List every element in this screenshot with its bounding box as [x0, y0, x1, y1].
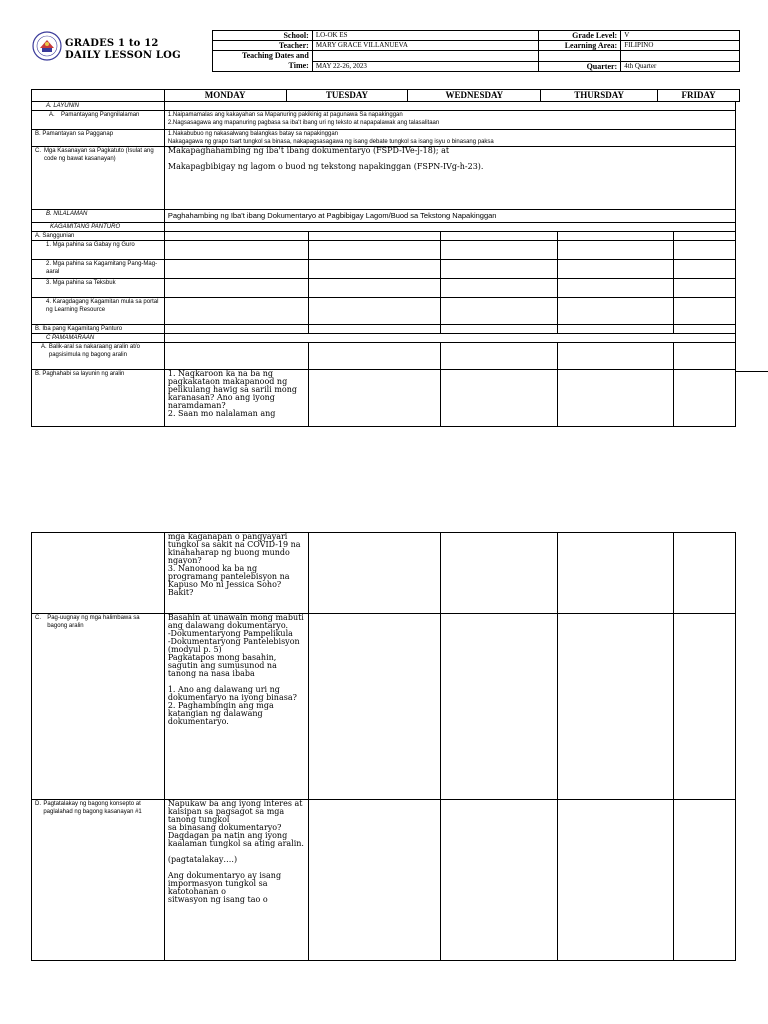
item-letter-a: A.: [49, 112, 55, 118]
kasanayan-item-1: Makapaghahambing ng iba't ibang dokumentaryo (FSPD-IVe-j-18); at: [167, 146, 450, 155]
paguugnay-text: Pag-uugnay ng mga halimbawa sa bagong aralin: [47, 615, 140, 629]
cell: [558, 279, 674, 298]
cell: [308, 343, 441, 370]
pamamaraan-heading: C PAMAMARAAN: [32, 334, 165, 343]
cell: [441, 298, 558, 325]
layunin-blank: [164, 102, 735, 111]
cell: [164, 241, 308, 260]
cell: [674, 614, 736, 800]
kagamitang-panturo-blank: [164, 223, 735, 232]
pg-line-1: 1.Nakabubuo ng nakasalwang balangkas batay sa napakinggan: [167, 131, 339, 137]
teaching-dates-label: [213, 51, 313, 72]
grade-level-value: V: [621, 31, 740, 41]
learning-area-label: Learning Area:: [539, 41, 621, 51]
cell: [441, 533, 558, 614]
teacher-value: MARY GRACE VILLANUEVA: [312, 41, 539, 51]
kagamitang-panturo-heading: KAGAMITANG PANTURO: [32, 223, 165, 232]
pamantayan-pagganap-label: B. Pamantayan sa Pagganap: [32, 130, 165, 147]
cell: [558, 298, 674, 325]
cell: [164, 343, 308, 370]
cell: [308, 325, 441, 334]
cell: [674, 800, 736, 961]
title-line-2: DAILY LESSON LOG: [65, 50, 181, 61]
cell: [308, 232, 441, 241]
item-letter-c2: C.: [35, 615, 41, 621]
cell: [308, 614, 441, 800]
quarter-text: 4th Quarter: [624, 62, 657, 70]
cell: [441, 800, 558, 961]
cell: [674, 370, 736, 427]
balik-aral-label: [32, 343, 165, 370]
iba-pang-kagamitan-label: B. Iba pang Kagamitang Panturo: [32, 325, 165, 334]
cell: [441, 260, 558, 279]
quarter-label: Quarter:: [539, 62, 621, 72]
cell: [674, 260, 736, 279]
pp-line-2: 2.Nagsasagawa ang mapanuring pagbasa sa iba't ibang uri ng teksto at napapalawak ang talasalitaan: [167, 120, 440, 126]
cell: [558, 370, 674, 427]
nilalaman-heading: B. NILALAMAN: [32, 210, 165, 223]
teaching-dates-label-2: Time:: [288, 61, 309, 70]
cell: [441, 325, 558, 334]
cont-label-blank: [32, 533, 165, 614]
cell: [441, 279, 558, 298]
blank-label-cell: [539, 51, 621, 62]
kasanayan-content: [164, 147, 735, 210]
cell: [441, 614, 558, 800]
dates-blank: [312, 51, 539, 62]
cell: [164, 260, 308, 279]
kasanayan-text: Mga Kasanayan sa Pagkatuto (Isulat ang code ng bawat kasanayan): [43, 148, 154, 162]
pamantayang-pangnilalaman-content: [164, 111, 735, 130]
divider-line: [736, 371, 768, 372]
cell: [558, 800, 674, 961]
cell: [558, 232, 674, 241]
kasanayan-item-2: Makapagbibigay ng lagom o buod ng tekstong napakinggan (FSPN-IVg-h-23).: [167, 162, 484, 171]
pagtatalakay-label: [32, 800, 165, 961]
item-letter-a2: A.: [41, 344, 47, 350]
cell: [558, 241, 674, 260]
balik-aral-text: Balik-aral sa nakaraang aralin at/o pagsisimula ng bagong aralin: [48, 344, 140, 358]
cell: [308, 279, 441, 298]
cell: [558, 343, 674, 370]
cell: [558, 260, 674, 279]
pg-line-2: Nakagagawa ng grapo tsart tungkol sa binasa, nakapagsasagawa ng isang debate tungkol sa isang isyu o binasang paksa: [167, 139, 494, 145]
layunin-heading: A. LAYUNIN: [32, 102, 165, 111]
pamantayan-pagganap-content: [164, 130, 735, 147]
teksbuk-label: 3. Mga pahina sa Teksbuk: [32, 279, 165, 298]
item-letter-d: D.: [35, 801, 41, 807]
pp-line-1: 1.Naipamamalas ang kakayahan sa Mapanuring pakikinig at pagunawa Sa napakinggan: [167, 112, 403, 118]
cell: [674, 325, 736, 334]
sanggunian-label: A. Sanggunian: [32, 232, 165, 241]
pagtatalakay-content: Napukaw ba ang iyong interes at kaisipan sa pagsagot sa mga tanong tungkol sa binasang dokumentaryo? Dagdagan pa natin ang iyong kaalaman tungkol sa ating aralin. (pagtatalakay….) Ang dokumentaryo ay isang impormasyon tungkol sa katotohanan o sitwasyon ng isang tao o: [164, 800, 308, 961]
blank-value-cell: [621, 51, 740, 62]
day-wednesday: WEDNESDAY: [408, 90, 541, 102]
cell: [558, 325, 674, 334]
pamantayang-pangnilalaman-text: Pamantayang Pangnilalaman: [61, 112, 140, 118]
teaching-dates-value: MAY 22-26, 2023: [312, 62, 539, 72]
quarter-value: [621, 62, 740, 72]
cell: [164, 279, 308, 298]
kagamitang-mag-aaral-label: 2. Mga pahina sa Kagamitang Pang-Mag-aaral: [32, 260, 165, 279]
learning-area-value: FILIPINO: [621, 41, 740, 51]
header-info-table: [212, 30, 740, 72]
lesson-log-table-page-2: [31, 532, 736, 961]
paghahabi-content: 1. Nagkaroon ka na ba ng pagkakataon makapanood ng pelikulang hawig sa sarili mong karanasan? Ano ang iyong naramdaman? 2. Saan mo nalalaman ang: [164, 370, 308, 427]
grade-level-label: Grade Level:: [539, 31, 621, 41]
school-value: LO-OK ES: [312, 31, 539, 41]
day-friday: FRIDAY: [658, 90, 740, 102]
blank-day-cell: [32, 90, 165, 102]
cell: [308, 241, 441, 260]
cell: [441, 343, 558, 370]
cell: [441, 241, 558, 260]
cell: [164, 298, 308, 325]
cell: [674, 232, 736, 241]
cell: [674, 343, 736, 370]
cell: [164, 325, 308, 334]
day-thursday: THURSDAY: [541, 90, 658, 102]
school-label: School:: [213, 31, 313, 41]
cell: [308, 370, 441, 427]
nilalaman-content: Paghahambing ng Iba't ibang Dokumentaryo at Pagbibigay Lagom/Buod sa Tekstong Napakinggan: [164, 210, 735, 223]
cell: [674, 298, 736, 325]
item-letter-c: C.: [35, 148, 41, 154]
paguugnay-label: [32, 614, 165, 800]
cell: [441, 370, 558, 427]
deped-seal-logo: [32, 31, 62, 61]
cell: [308, 298, 441, 325]
paguugnay-content: Basahin at unawain mong mabuti ang dalawang dokumentaryo. -Dokumentaryong Pampelikula -Dokumentaryong Pantelebisyon (modyul p. 5) Pagkatapos mong basahin, sagutin ang sumusunod na tanong na nasa ibaba 1. Ano ang dalawang uri ng dokumentaryo na iyong binasa? 2. Paghambingin ang mga katangian ng dalawang dokumentaryo.: [164, 614, 308, 800]
day-monday: MONDAY: [164, 90, 286, 102]
paghahabi-continued-content: mga kaganapan o pangyayari tungkol sa sakit na COVID-19 na kinahaharap ng buong mundo ngayon? 3. Nanonood ka ba ng programang pantelebisyon na Kapuso Mo ni Jessica Soho? Bakit?: [164, 533, 308, 614]
gabay-ng-guro-label: 1. Mga pahina sa Gabay ng Guro: [32, 241, 165, 260]
lesson-log-table-page-1: [31, 101, 736, 427]
pamantayang-pangnilalaman-label: [32, 111, 165, 130]
paghahabi-label: B. Paghahabi sa layunin ng aralin: [32, 370, 165, 427]
day-tuesday: TUESDAY: [286, 90, 408, 102]
cell: [308, 533, 441, 614]
cell: [441, 232, 558, 241]
title-line-1: GRADES 1 to 12: [65, 38, 159, 49]
karagdagang-kagamitan-label: 4. Karagdagang Kagamitan mula sa portal ng Learning Resource: [32, 298, 165, 325]
cell: [164, 232, 308, 241]
cell: [308, 800, 441, 961]
cell: [308, 260, 441, 279]
cell: [674, 279, 736, 298]
pamamaraan-blank: [164, 334, 735, 343]
kasanayan-label: [32, 147, 165, 210]
document-title: [65, 38, 181, 62]
cell: [674, 241, 736, 260]
cell: [674, 533, 736, 614]
teaching-dates-label-1: Teaching Dates and: [242, 51, 309, 60]
cell: [558, 614, 674, 800]
pagtatalakay-text: Pagtatalakay ng bagong konsepto at paglalahad ng bagong kasanayan #1: [43, 801, 142, 815]
teacher-label: Teacher:: [213, 41, 313, 51]
cell: [558, 533, 674, 614]
